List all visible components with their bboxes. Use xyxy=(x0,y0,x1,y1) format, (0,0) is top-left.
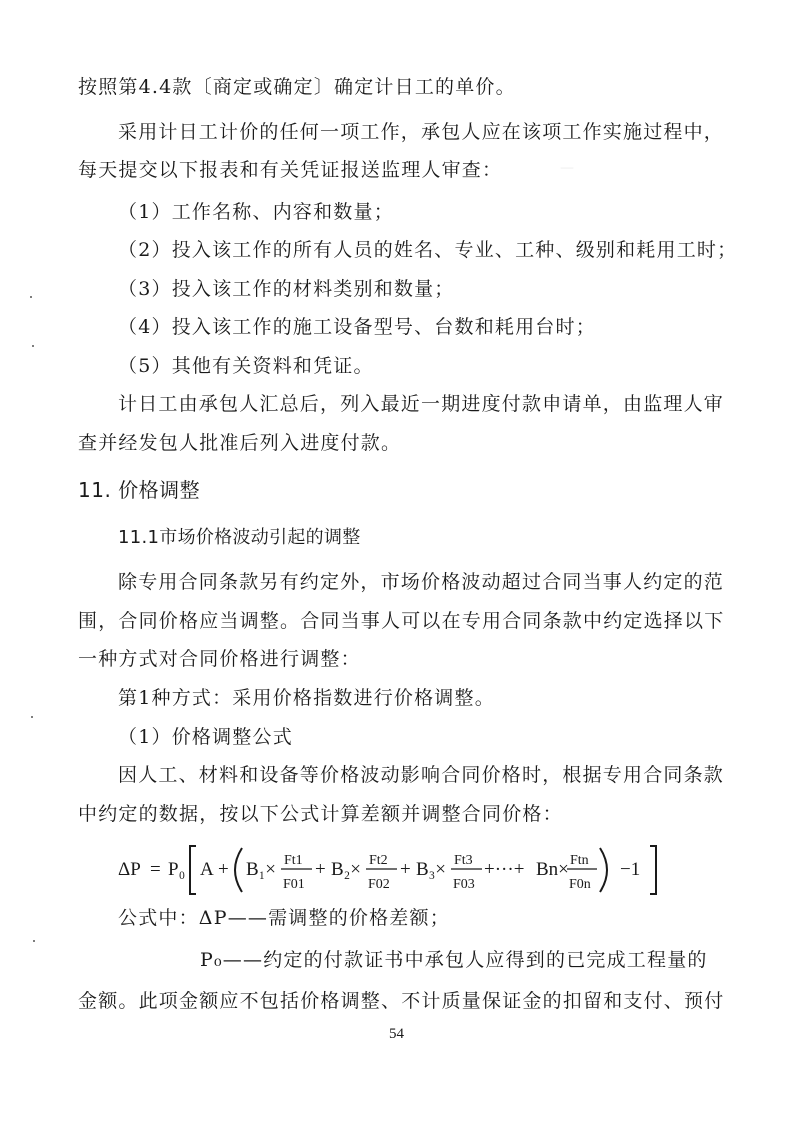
paragraph-line: 采用计日工计价的任何一项工作，承包人应在该项工作实施过程中， xyxy=(118,121,725,143)
paragraph-line: 除专用合同条款另有约定外，市场价格波动超过合同当事人约定的范 xyxy=(118,571,725,593)
margin-speck xyxy=(32,345,34,347)
list-item: （4）投入该工作的施工设备型号、台数和耗用台时； xyxy=(118,316,596,338)
formula-bn: Bn× xyxy=(536,859,569,880)
paragraph-line: 一种方式对合同价格进行调整： xyxy=(78,648,361,670)
paragraph-line: 查并经发包人批准后列入进度付款。 xyxy=(78,432,402,454)
paragraph-line: 中约定的数据，按以下公式计算差额并调整合同价格： xyxy=(78,803,563,825)
formula-plus: + xyxy=(400,859,411,880)
paragraph-line: 因人工、材料和设备等价格波动影响合同价格时，根据专用合同条款 xyxy=(118,764,725,786)
formula-b3: B₃× xyxy=(416,859,447,880)
formula-f01: F01 xyxy=(283,877,305,892)
formula-ft1: Ft1 xyxy=(284,853,303,868)
list-item: （2）投入该工作的所有人员的姓名、专业、工种、级别和耗用工时； xyxy=(118,239,738,261)
formula-ft2: Ft2 xyxy=(369,853,388,868)
formula-f02: F02 xyxy=(368,877,390,892)
paragraph-line: P₀——约定的付款证书中承包人应得到的已完成工程量的 xyxy=(200,949,708,971)
formula-ftn: Ftn xyxy=(570,853,589,868)
paragraph-line: 公式中：ΔP——需调整的价格差额； xyxy=(118,907,450,929)
paren-left-icon xyxy=(235,848,242,892)
formula-tail xyxy=(618,838,678,898)
price-adjustment-formula xyxy=(118,838,618,898)
formula-ellipsis: +···+ xyxy=(484,859,525,880)
bracket-left-icon xyxy=(190,846,196,894)
paragraph-line: 金额。此项金额应不包括价格调整、不计质量保证金的扣留和支付、预付 xyxy=(78,990,725,1012)
formula-plus: + xyxy=(315,859,326,880)
formula-f03: F03 xyxy=(453,877,475,892)
show-through-mark: — xyxy=(560,160,574,176)
paragraph-line: （1）价格调整公式 xyxy=(118,726,293,748)
margin-speck xyxy=(30,296,32,298)
bracket-right-icon xyxy=(650,846,656,894)
list-item: （1）工作名称、内容和数量； xyxy=(118,201,394,223)
formula-b2: B₂× xyxy=(331,859,362,880)
formula-minus-one: −1 xyxy=(620,859,641,880)
section-heading: 11. 价格调整 xyxy=(78,478,201,502)
paragraph-line: 计日工由承包人汇总后，列入最近一期进度付款申请单，由监理人审 xyxy=(118,393,725,415)
formula-a: A xyxy=(200,859,214,880)
formula-f0n: F0n xyxy=(569,877,591,892)
margin-speck xyxy=(33,940,35,942)
paragraph-line: 第1种方式：采用价格指数进行价格调整。 xyxy=(118,687,495,709)
formula-b1: B₁× xyxy=(246,859,277,880)
list-item: （5）其他有关资料和凭证。 xyxy=(118,355,374,377)
formula-plus: + xyxy=(218,859,229,880)
formula-equals: = xyxy=(150,859,161,880)
page-number: 54 xyxy=(389,1026,404,1042)
subsection-heading: 11.1市场价格波动引起的调整 xyxy=(118,527,361,548)
formula-ft3: Ft3 xyxy=(454,853,473,868)
paragraph-line: 按照第4.4款〔商定或确定〕确定计日工的单价。 xyxy=(78,76,516,98)
paragraph-line: 围，合同价格应当调整。合同当事人可以在专用合同条款中约定选择以下 xyxy=(78,610,725,632)
formula-p0: P₀ xyxy=(168,859,186,880)
list-item: （3）投入该工作的材料类别和数量； xyxy=(118,278,455,300)
margin-speck xyxy=(31,716,33,718)
formula-lhs: ΔP xyxy=(118,859,141,880)
paragraph-line: 每天提交以下报表和有关凭证报送监理人审查： xyxy=(78,159,503,181)
paren-right-icon xyxy=(600,848,607,892)
